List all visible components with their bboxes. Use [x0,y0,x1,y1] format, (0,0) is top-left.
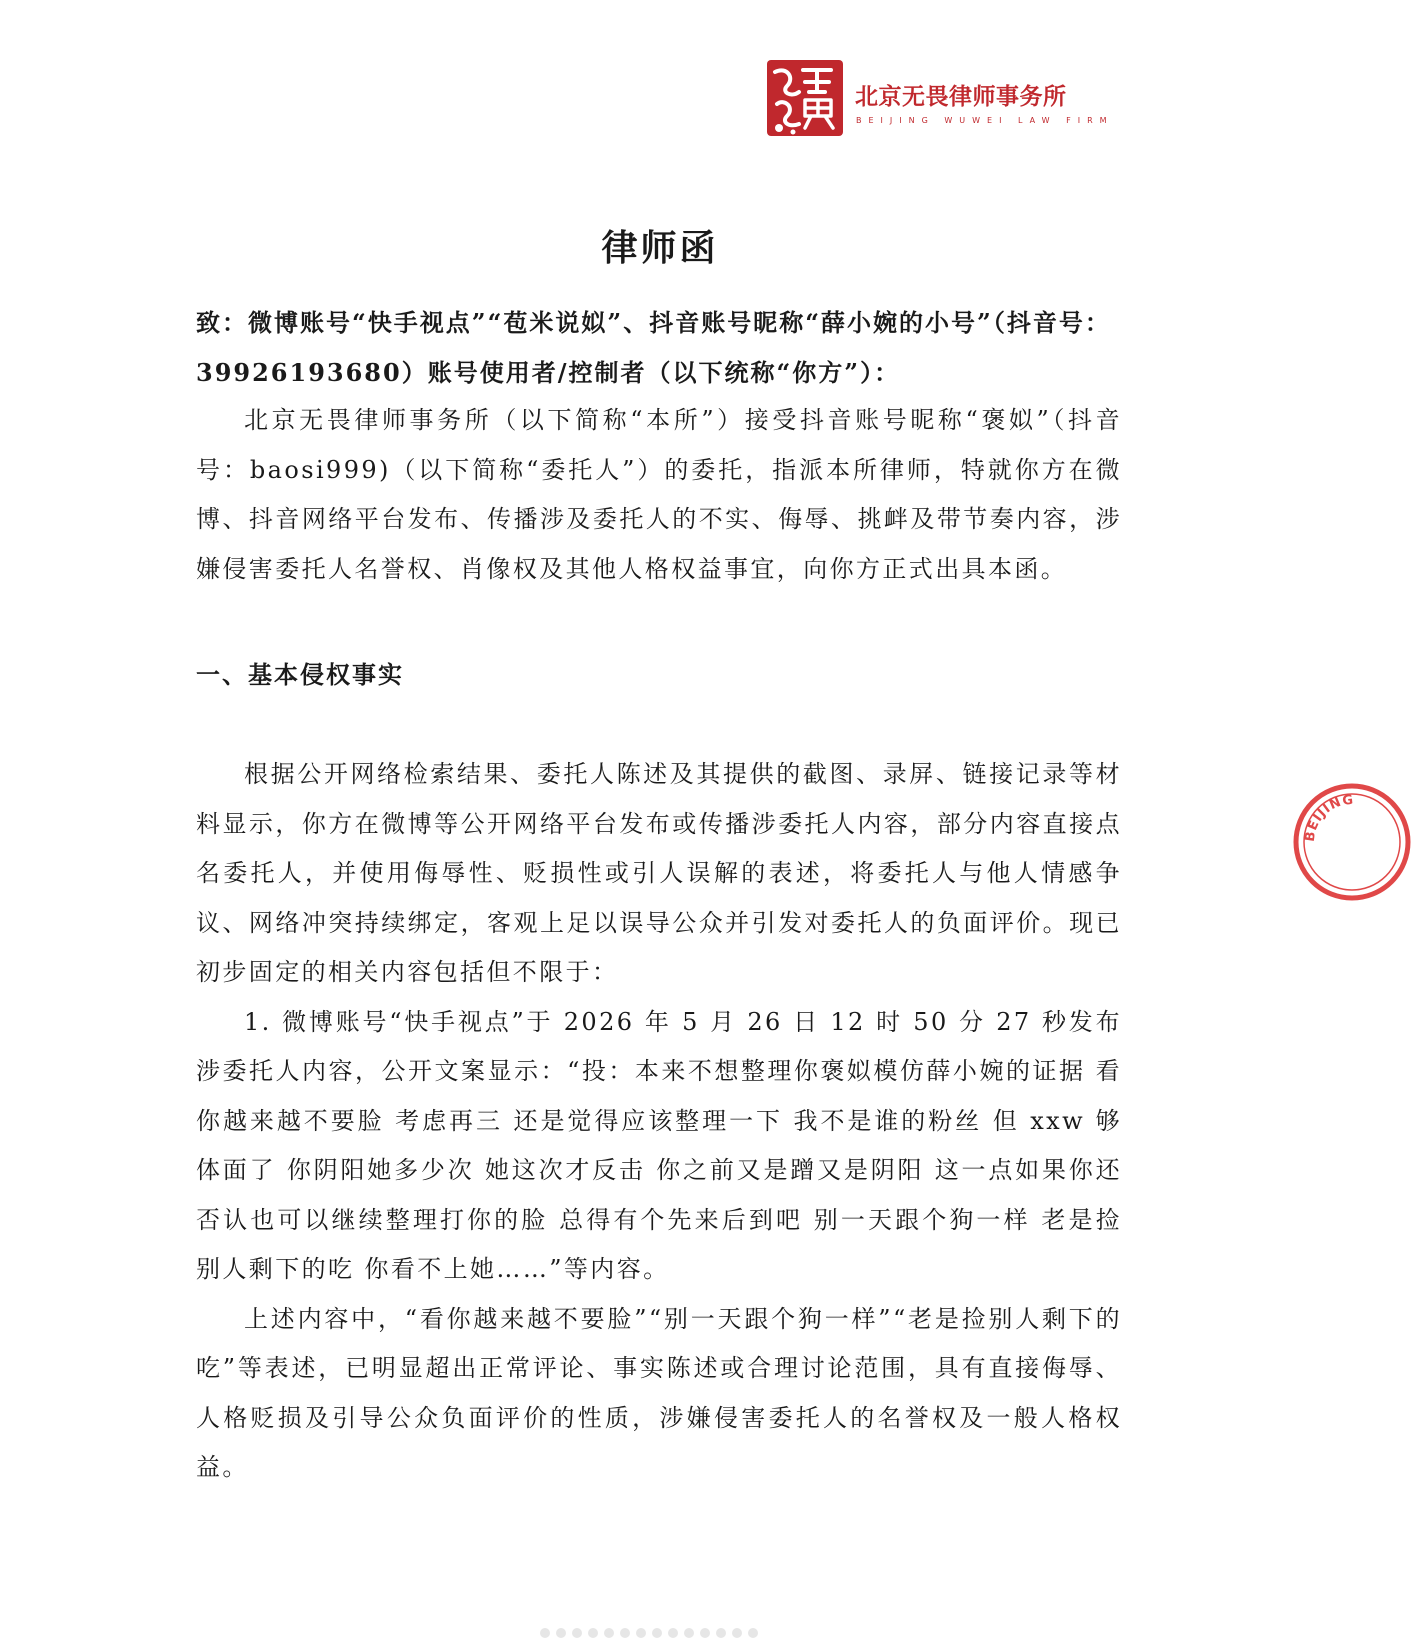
facts-analysis-paragraph: 上述内容中，“看你越来越不要脸”“别一天跟个狗一样”“老是捡别人剩下的吃”等表述，已明显超出正常评论、事实陈述或合理讨论范围，具有直接侮辱、人格贬损及引导公众负面评价的性质，涉嫌侵害委托人的名誉权及一般人格权益。 [196,1304,1122,1481]
addressee: 致：微博账号“快手视点”“苞米说姒”、抖音账号昵称“薛小婉的小号”（抖音号：39926193680）账号使用者/控制者（以下统称“你方”）： [196,308,1111,387]
section-heading: 一、基本侵权事实 [196,660,404,689]
facts-paragraph: 根据公开网络检索结果、委托人陈述及其提供的截图、录屏、链接记录等材料显示，你方在微博等公开网络平台发布或传播涉委托人内容，部分内容直接点名委托人，并使用侮辱性、贬损性或引人误解的表述，将委托人与他人情感争议、网络冲突持续绑定，客观上足以误导公众并引发对委托人的负面评价。现已初步固定的相关内容包括但不限于： [196,760,1122,986]
firm-seal-icon [765,58,845,138]
document-title: 律师函 [601,227,719,269]
facts-block [196,750,1122,1493]
page-dot [748,1628,758,1638]
page-dot [716,1628,726,1638]
page-dot [732,1628,742,1638]
page-dot [588,1628,598,1638]
firm-name: 北京无畏律师事务所 [855,84,1067,110]
page-dot [620,1628,630,1638]
firm-name-english: BEIJING WUWEI LAW FIRM [856,116,1114,125]
page-dot [604,1628,614,1638]
page-dot [700,1628,710,1638]
page-dot [668,1628,678,1638]
page-dot [652,1628,662,1638]
page-dot [636,1628,646,1638]
seal-text: BEIJING [1302,792,1355,843]
page-dot [540,1628,550,1638]
intro-block [196,396,1122,594]
official-seal-icon [1292,782,1412,902]
page-dot [572,1628,582,1638]
page-dot [556,1628,566,1638]
facts-item-1: 1. 微博账号“快手视点”于 2026 年 5 月 26 日 12 时 50 分 27 秒发布涉委托人内容，公开文案显示：“投：本来不想整理你褒姒模仿薛小婉的证据 看你越来越不要脸 考虑再三 还是觉得应该整理一下 我不是谁的粉丝 但 xxw 够体面了 你阴阳她多少次 她这次才反击 你之前又是蹭又是阴阳 这一点如果你还否认也可以继续整理打你的脸 总得有个先来后到吧 别一天跟个狗一样 老是捡别人剩下的吃 你看不上她……”等内容。 [196,1007,1122,1283]
law-firm-logo [765,58,1125,143]
page-dot [684,1628,694,1638]
intro-paragraph: 北京无畏律师事务所（以下简称“本所”）接受抖音账号昵称“褒姒”（抖音号：baosi999)（以下简称“委托人”）的委托，指派本所律师，特就你方在微博、抖音网络平台发布、传播涉及委托人的不实、侮辱、挑衅及带节奏内容，涉嫌侵害委托人名誉权、肖像权及其他人格权益事宜，向你方正式出具本函。 [196,406,1122,583]
page-indicator [540,1628,758,1638]
